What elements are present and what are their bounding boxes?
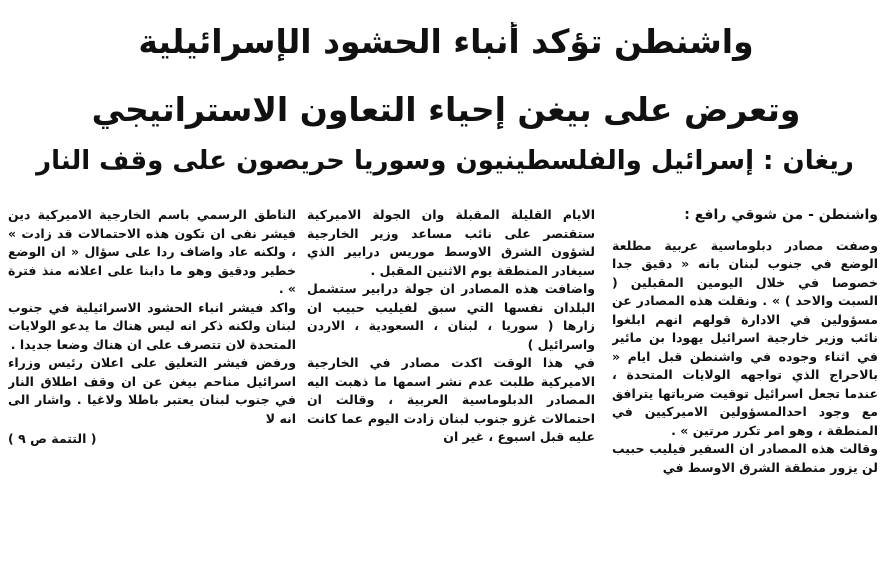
headline-line-1: واشنطن تؤكد أنباء الحشود الإسرائيلية bbox=[138, 22, 754, 61]
subheadline: ريغان : إسرائيل والفلسطينيون وسوريا حريصون على وقف النار bbox=[36, 146, 854, 176]
continuation-note: ( التتمة ص ٩ ) bbox=[8, 431, 97, 446]
paragraph: الناطق الرسمي باسم الخارجية الاميركية دين فيشر نفى ان تكون هذه الاحتمالات قد زادت » ، ولكنه عاد واضاف ردا على سؤال « ان الوضع خطير ودقيق وهو ما دابنا على اعلانه منذ فترة » . bbox=[8, 207, 296, 296]
paragraph: واضافت هذه المصادر ان جولة درابير ستشمل البلدان نفسها التي سبق لفيليب حبيب ان زارها ( سوريا ، لبنان ، السعودية ، الاردن واسرائيل ) bbox=[307, 281, 595, 352]
paragraph: ورفض فيشر التعليق على اعلان رئيس وزراء اسرائيل مناحم بيغن عن ان وقف اطلاق النار في جنوب لبنان يعتبر باطلا ولاغيا . واشار الى انه لا bbox=[8, 355, 296, 426]
paragraph: واكد فيشر انباء الحشود الاسرائيلية في جنوب لبنان ولكنه ذكر انه ليس هناك ما يدعو الولايات المتحدة لان تتصرف على ان هناك وضعا جديدا . bbox=[8, 299, 296, 352]
article-column-3 bbox=[8, 206, 296, 561]
paragraph: في هذا الوقت اكدت مصادر في الخارجية الاميركية طلبت عدم نشر اسمها ما ذهبت اليه المصادر الدبلوماسية العربية ، وقالت ان احتمالات غزو جنوب لبنان زادت اليوم عما كانت عليه قبل اسبوع ، غير ان bbox=[307, 355, 595, 444]
byline: واشنطن - من شوقي رافع : bbox=[684, 207, 878, 223]
article-column-2 bbox=[307, 206, 595, 561]
paragraph: وقالت هذه المصادر ان السفير فيليب حبيب لن يزور منطقة الشرق الاوسط في bbox=[612, 441, 878, 475]
headline-line-2: وتعرض على بيغن إحياء التعاون الاستراتيجي bbox=[91, 90, 801, 129]
paragraph: الايام القليلة المقبلة وان الجولة الاميركية ستقتصر على نائب مساعد وزير الخارجية لشؤون الشرق الاوسط موريس درابير الذي سيغادر المنطقة يوم الاثنين المقبل . bbox=[307, 207, 595, 278]
article-column-1 bbox=[612, 206, 878, 561]
paragraph: وصفت مصادر دبلوماسية عربية مطلعة الوضع في جنوب لبنان بانه « دقيق جدا خصوصا في خلال اليومين المقبلين ( السبت والاحد ) » . ونقلت هذه المصادر عن مسؤولين في الادارة قولهم انهم ابلغوا نائب وزير خارجية اسرائيل يهودا بن مائير في اثناء وجوده في واشنطن قبل ايام « بالاحراج الذي تواجهه الولايات المتحدة ، عندما تجعل اسرائيل توقيت ضرباتها يترافق مع وجود احدالمسؤولين الاميركيين في المنطقة ، وهو امر تكرر مرتين » . bbox=[612, 237, 878, 438]
